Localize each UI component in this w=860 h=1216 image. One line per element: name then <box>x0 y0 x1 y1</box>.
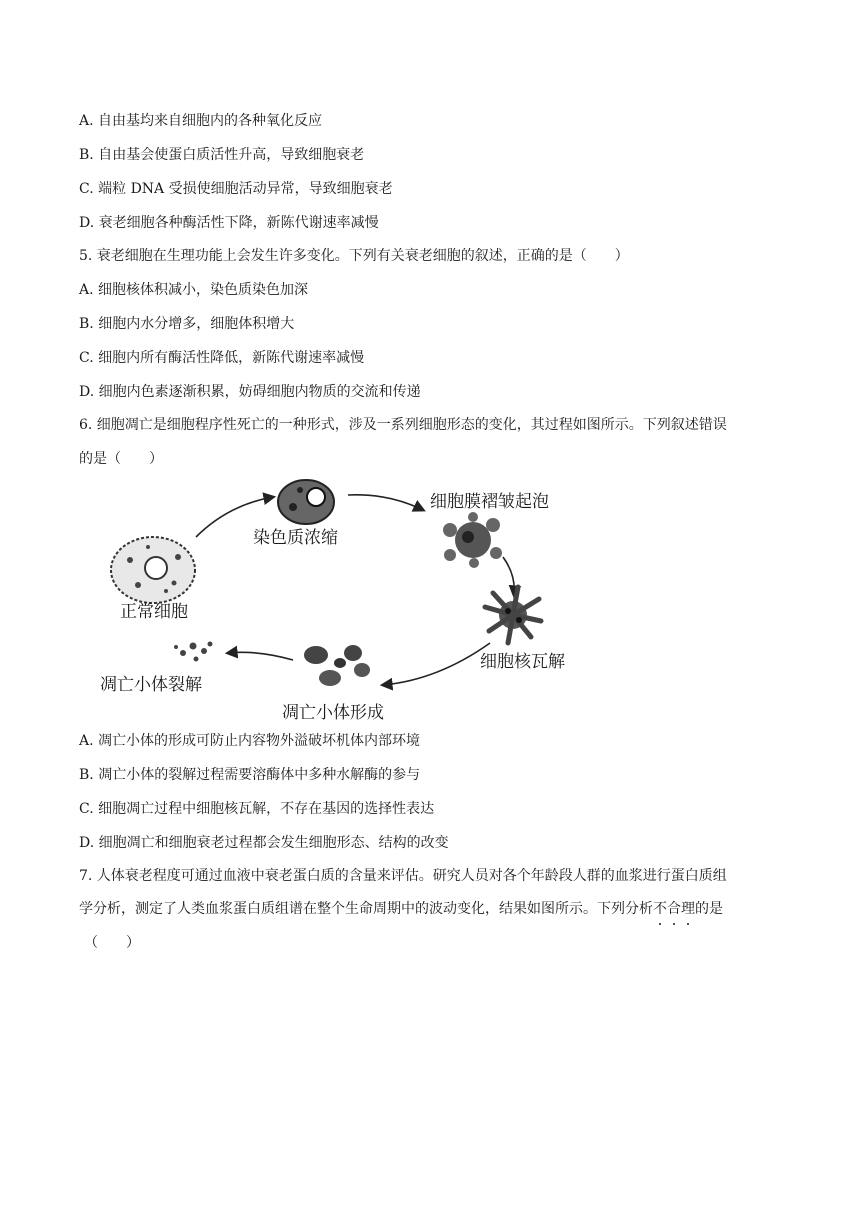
arrow-bleb-to-nucleus <box>503 557 514 595</box>
label-apoptotic-body-lysis: 凋亡小体裂解 <box>100 675 202 695</box>
label-nucleus-fragmentation: 细胞核瓦解 <box>480 652 565 672</box>
emphasis-char-3: 理 <box>681 901 695 917</box>
q5-option-a: A. 细胞核体积减小，染色质染色加深 <box>79 282 309 298</box>
q7-stem-line1: 7. 人体衰老程度可通过血液中衰老蛋白质的含量来评估。研究人员对各个年龄段人群的血浆进行蛋白质组 <box>79 868 727 884</box>
q7-line2-text: 学分析，测定了人类血浆蛋白质组谱在整个生命周期中的波动变化，结果如图所示。下列分析 <box>79 901 653 917</box>
apoptosis-diagram <box>78 475 638 730</box>
arrow-formation-to-lysis <box>228 652 293 660</box>
apoptotic-body-lysis-icon <box>174 642 213 662</box>
q6-option-a: A. 凋亡小体的形成可防止内容物外溢破坏机体内部环境 <box>79 733 421 749</box>
q4-option-a: A. 自由基均来自细胞内的各种氧化反应 <box>79 113 323 129</box>
chromatin-condensation-icon <box>278 480 334 524</box>
q6-option-b: B. 凋亡小体的裂解过程需要溶酶体中多种水解酶的参与 <box>79 767 421 783</box>
q6-option-d: D. 细胞凋亡和细胞衰老过程都会发生细胞形态、结构的改变 <box>79 835 449 851</box>
q4-option-b: B. 自由基会使蛋白质活性升高，导致细胞衰老 <box>79 147 365 163</box>
emphasis-char-2: 合 <box>667 901 681 917</box>
q4-option-d: D. 衰老细胞各种酶活性下降，新陈代谢速率减慢 <box>79 215 379 231</box>
q5-stem: 5. 衰老细胞在生理功能上会发生许多变化。下列有关衰老细胞的叙述，正确的是（ ） <box>79 248 629 264</box>
normal-cell-icon <box>111 537 195 603</box>
arrow-nucleus-to-formation <box>383 643 490 685</box>
label-membrane-blebbing: 细胞膜褶皱起泡 <box>430 492 549 512</box>
label-apoptotic-body-formation: 凋亡小体形成 <box>282 703 384 723</box>
q5-option-d: D. 细胞内色素逐渐积累，妨碍细胞内物质的交流和传递 <box>79 384 421 400</box>
q7-line2-end: 的是 <box>695 901 723 917</box>
q6-stem-line1: 6. 细胞凋亡是细胞程序性死亡的一种形式，涉及一系列细胞形态的变化，其过程如图所示。下列叙述错误 <box>79 417 727 433</box>
apoptotic-body-formation-icon <box>304 645 370 686</box>
q5-option-c: C. 细胞内所有酶活性降低，新陈代谢速率减慢 <box>79 350 365 366</box>
q6-option-c: C. 细胞凋亡过程中细胞核瓦解，不存在基因的选择性表达 <box>79 801 435 817</box>
q7-stem-line2 <box>79 899 723 919</box>
label-chromatin-condensation: 染色质浓缩 <box>253 528 338 548</box>
q7-stem-line3: （ ） <box>84 935 140 951</box>
membrane-blebbing-icon <box>443 512 502 568</box>
label-normal-cell: 正常细胞 <box>120 602 188 622</box>
arrow-condense-to-bleb <box>348 495 423 510</box>
emphasis-char-1: 不 <box>653 901 667 917</box>
nucleus-fragmentation-icon <box>485 587 541 643</box>
q4-option-c: C. 端粒 DNA 受损使细胞活动异常，导致细胞衰老 <box>79 181 393 197</box>
q6-stem-line2: 的是（ ） <box>79 451 163 467</box>
q5-option-b: B. 细胞内水分增多，细胞体积增大 <box>79 316 295 332</box>
